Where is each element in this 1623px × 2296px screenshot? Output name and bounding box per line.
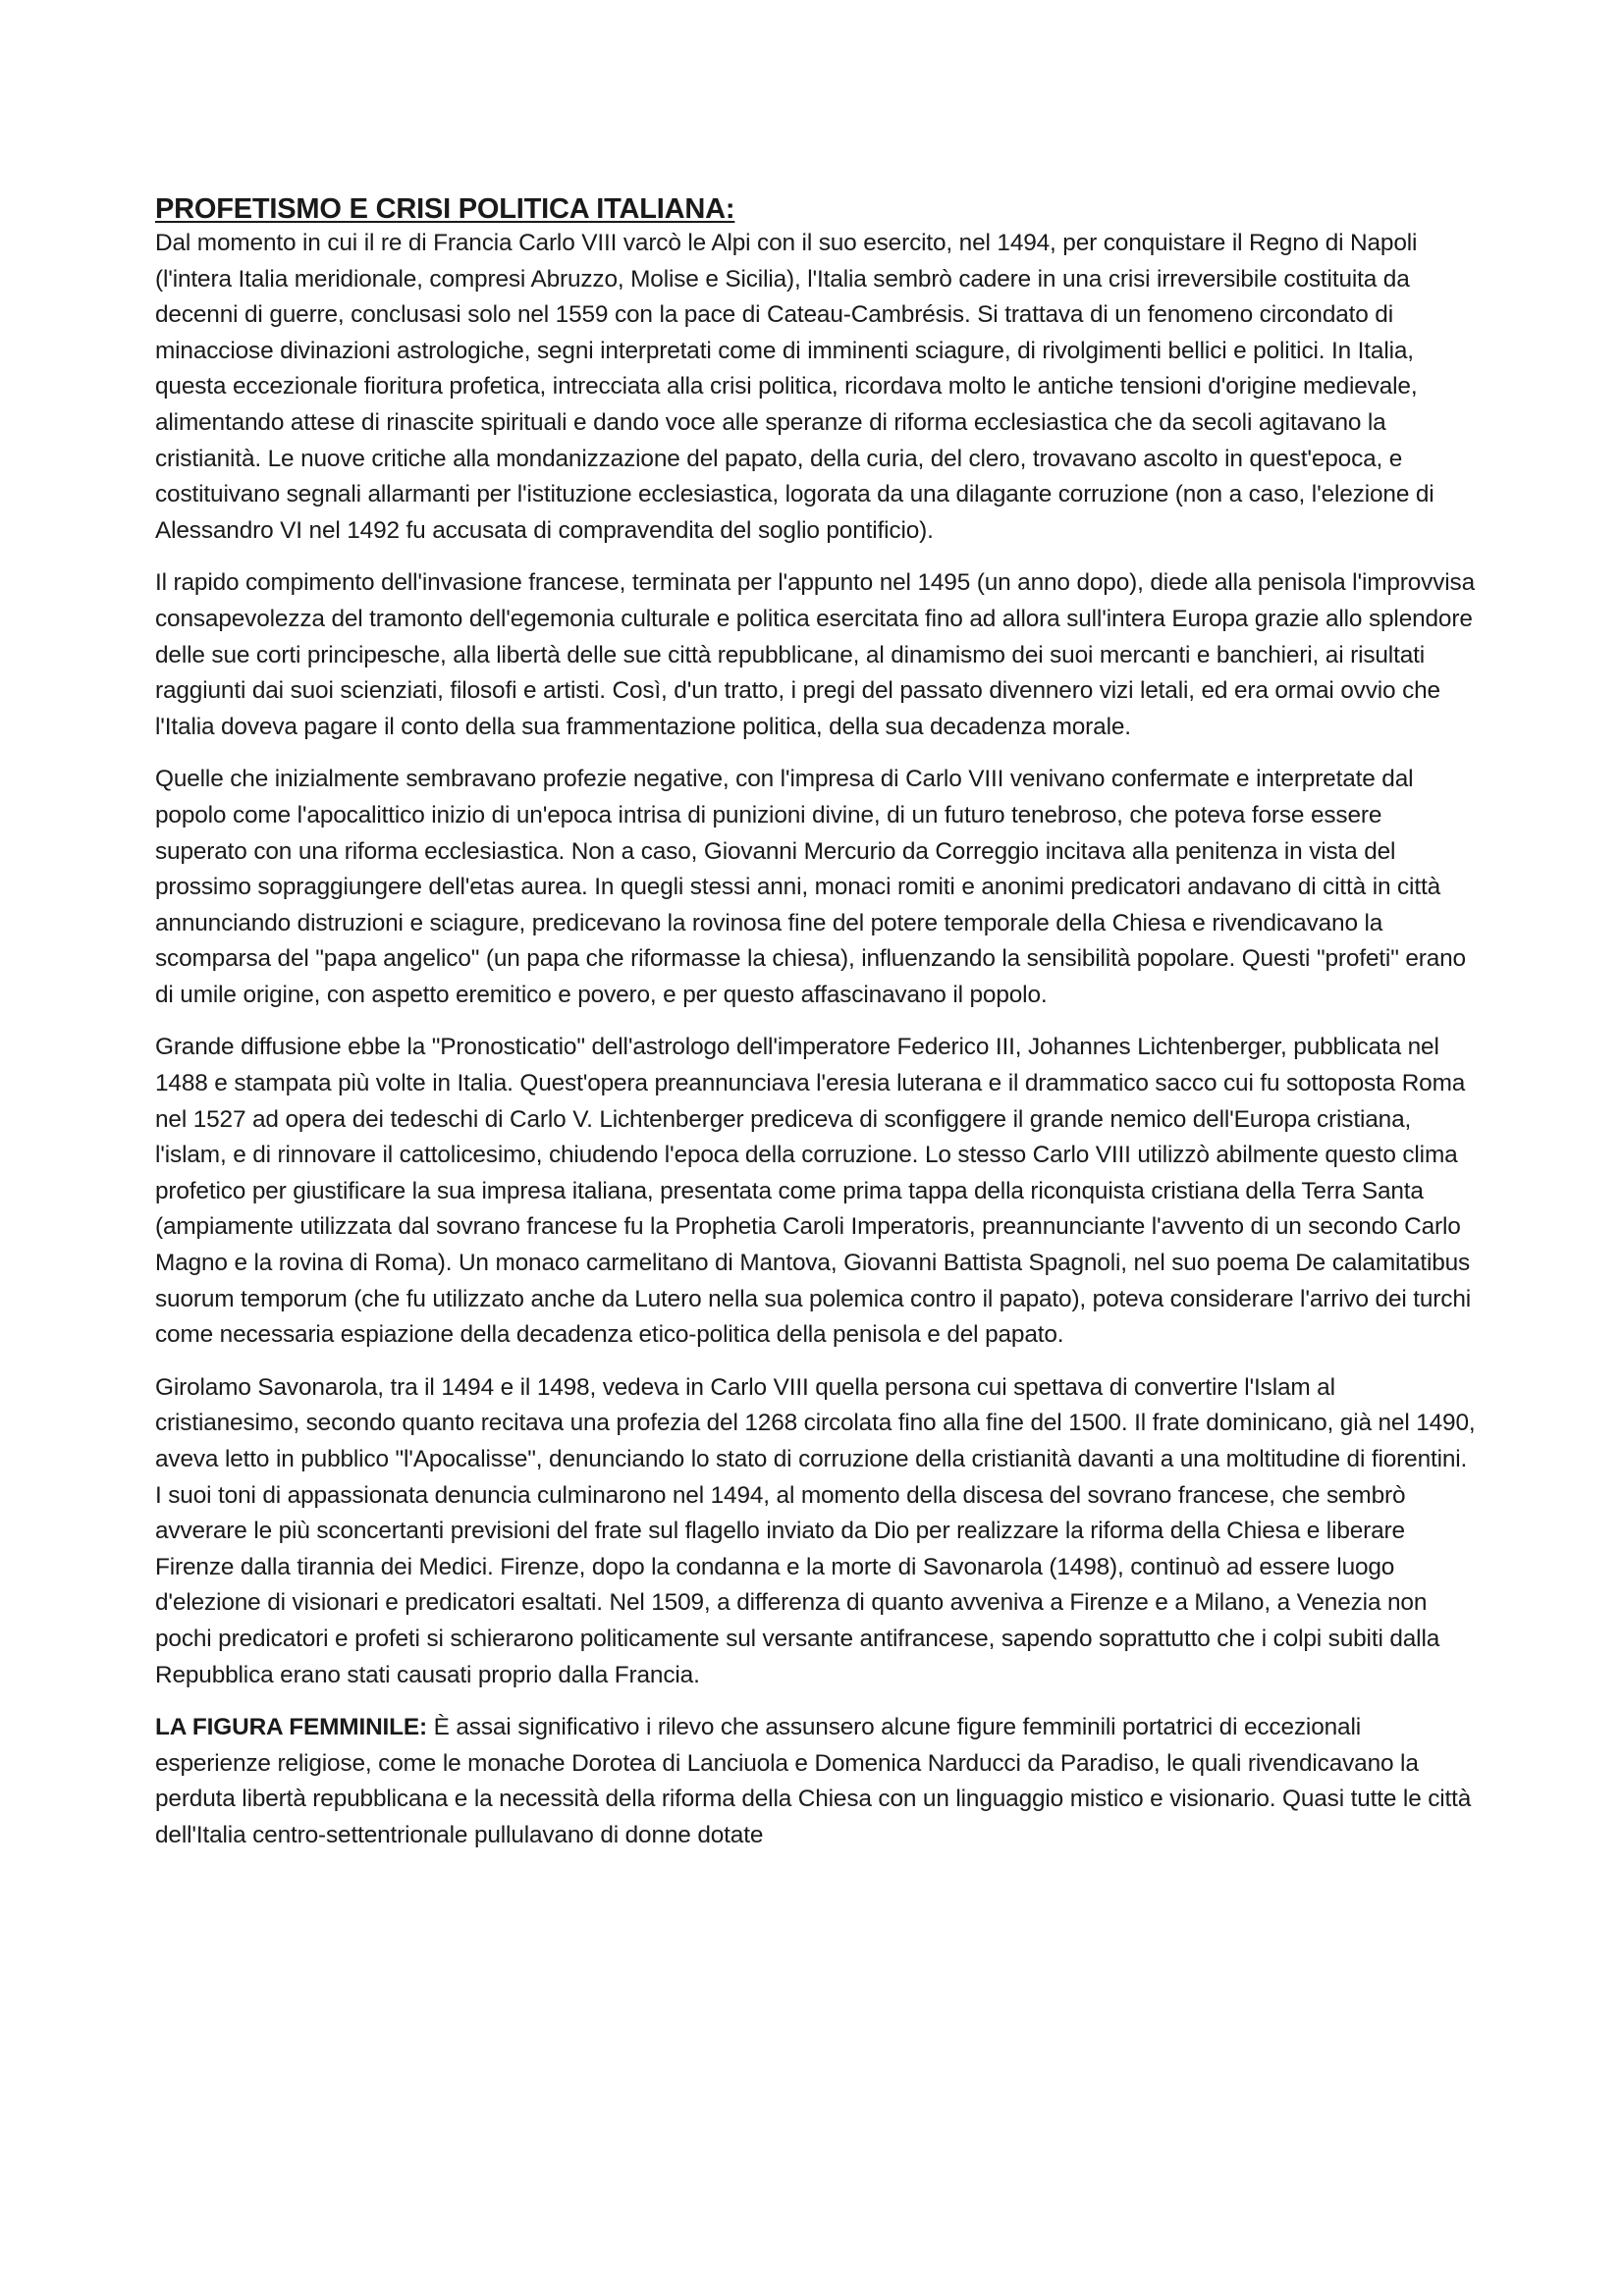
paragraph: Grande diffusione ebbe la "Pronosticatio" dell'astrologo dell'imperatore Federico III, Johannes Lichtenberger, pubblicata nel 1488 e stampata più volte in Italia. Quest'opera preannunciava l'eresia luterana e il drammatico sacco cui fu sottoposta Roma nel 1527 ad opera dei tedeschi di Carlo V. Lichtenberger prediceva di sconfiggere il grande nemico dell'Europa cristiana, l'islam, e di rinnovare il cattolicesimo, chiudendo l'epoca della corruzione. Lo stesso Carlo VIII utilizzò abilmente questo clima profetico per giustificare la sua impresa italiana, presentata come prima tappa della riconquista cristiana della Terra Santa (ampiamente utilizzata dal sovrano francese fu la Prophetia Caroli Imperatoris, preannunciante l'avvento di un secondo Carlo Magno e la rovina di Roma). Un monaco carmelitano di Mantova, Giovanni Battista Spagnoli, nel suo poema De calamitatibus suorum temporum (che fu utilizzato anche da Lutero nella sua polemica contro il papato), poteva considerare l'arrivo dei turchi come necessaria espiazione della decadenza etico-politica della penisola e del papato. — [155, 1034, 1472, 1349]
paragraph: Dal momento in cui il re di Francia Carlo VIII varcò le Alpi con il suo esercito, nel 1494, per conquistare il Regno di Napoli (l'intera Italia meridionale, compresi Abruzzo, Molise e Sicilia), l'Italia sembrò cadere in una crisi irreversibile costituita da decenni di guerre, conclusasi solo nel 1559 con la pace di Cateau-Cambrésis. Si trattava di un fenomeno circondato di minacciose divinazioni astrologiche, segni interpretati come di imminenti sciagure, di rivolgimenti bellici e politici. In Italia, questa eccezionale fioritura profetica, intrecciata alla crisi politica, ricordava molto le antiche tensioni d'origine medievale, alimentando attese di rinascite spirituali e dando voce alle speranze di riforma ecclesiastica che da secoli agitavano la cristianità. Le nuove critiche alla mondanizzazione del papato, della curia, del clero, trovavano ascolto in quest'epoca, e costituivano segnali allarmanti per l'istituzione ecclesiastica, logorata da una dilagante corruzione (non a caso, l'elezione di Alessandro VI nel 1492 fu accusata di compravendita del soglio pontificio). — [155, 230, 1434, 544]
document-page — [155, 192, 1476, 1854]
paragraph: Quelle che inizialmente sembravano profezie negative, con l'impresa di Carlo VIII venivano confermate e interpretate dal popolo come l'apocalittico inizio di un'epoca intrisa di punizioni divine, di un futuro tenebroso, che poteva forse essere superato con una riforma ecclesiastica. Non a caso, Giovanni Mercurio da Correggio incitava alla penitenza in vista del prossimo sopraggiungere dell'etas aurea. In quegli stessi anni, monaci romiti e anonimi predicatori andavano di città in città annunciando distruzioni e sciagure, predicevano la rovinosa fine del potere temporale della Chiesa e rivendicavano la scomparsa del "papa angelico" (un papa che riformasse la chiesa), influenzando la sensibilità popolare. Questi "profeti" erano di umile origine, con aspetto eremitico e povero, e per questo affascinavano il popolo. — [155, 766, 1466, 1008]
paragraph: Girolamo Savonarola, tra il 1494 e il 1498, vedeva in Carlo VIII quella persona cui spettava di convertire l'Islam al cristianesimo, secondo quanto recitava una profezia del 1268 circolata fino alla fine del 1500. Il frate dominicano, già nel 1490, aveva letto in pubblico "l'Apocalisse", denunciando lo stato di corruzione della cristianità davanti a una moltitudine di fiorentini. I suoi toni di appassionata denuncia culminarono nel 1494, al momento della discesa del sovrano francese, che sembrò avverare le più sconcertanti previsioni del frate sul flagello inviato da Dio per realizzare la riforma della Chiesa e liberare Firenze dalla tirannia dei Medici. Firenze, dopo la condanna e la morte di Savonarola (1498), continuò ad essere luogo d'elezione di visionari e predicatori esaltati. Nel 1509, a differenza di quanto avveniva a Firenze e a Milano, a Venezia non pochi predicatori e profeti si schierarono politicamente sul versante antifrancese, sapendo soprattutto che i colpi subiti dalla Repubblica erano stati causati proprio dalla Francia. — [155, 1373, 1476, 1688]
section-heading: LA FIGURA FEMMINILE: — [155, 1714, 428, 1741]
paragraph: Il rapido compimento dell'invasione francese, terminata per l'appunto nel 1495 (un anno dopo), diede alla penisola l'improvvisa consapevolezza del tramonto dell'egemonia culturale e politica esercitata fino ad allora sull'intera Europa grazie allo splendore delle sue corti principesche, alla libertà delle sue città repubblicane, al dinamismo dei suoi mercanti e banchieri, ai risultati raggiunti dai suoi scienziati, filosofi e artisti. Così, d'un tratto, i pregi del passato divennero vizi letali, ed era ormai ovvio che l'Italia doveva pagare il conto della sua frammentazione politica, della sua decadenza morale. — [155, 569, 1476, 740]
page-title: PROFETISMO E CRISI POLITICA ITALIANA: — [155, 193, 735, 225]
section-body: È assai significativo i rilevo che assunsero alcune figure femminili portatrici di eccezionali esperienze religiose, come le monache Dorotea di Lanciuola e Domenica Narducci da Paradiso, le quali rivendicavano la perduta libertà repubblicana e la necessità della riforma della Chiesa con un linguaggio mistico e visionario. Quasi tutte le città dell'Italia centro-settentrionale pullulavano di donne dotate — [155, 1714, 1472, 1848]
section-paragraph-figura-femminile — [155, 1710, 1476, 1853]
